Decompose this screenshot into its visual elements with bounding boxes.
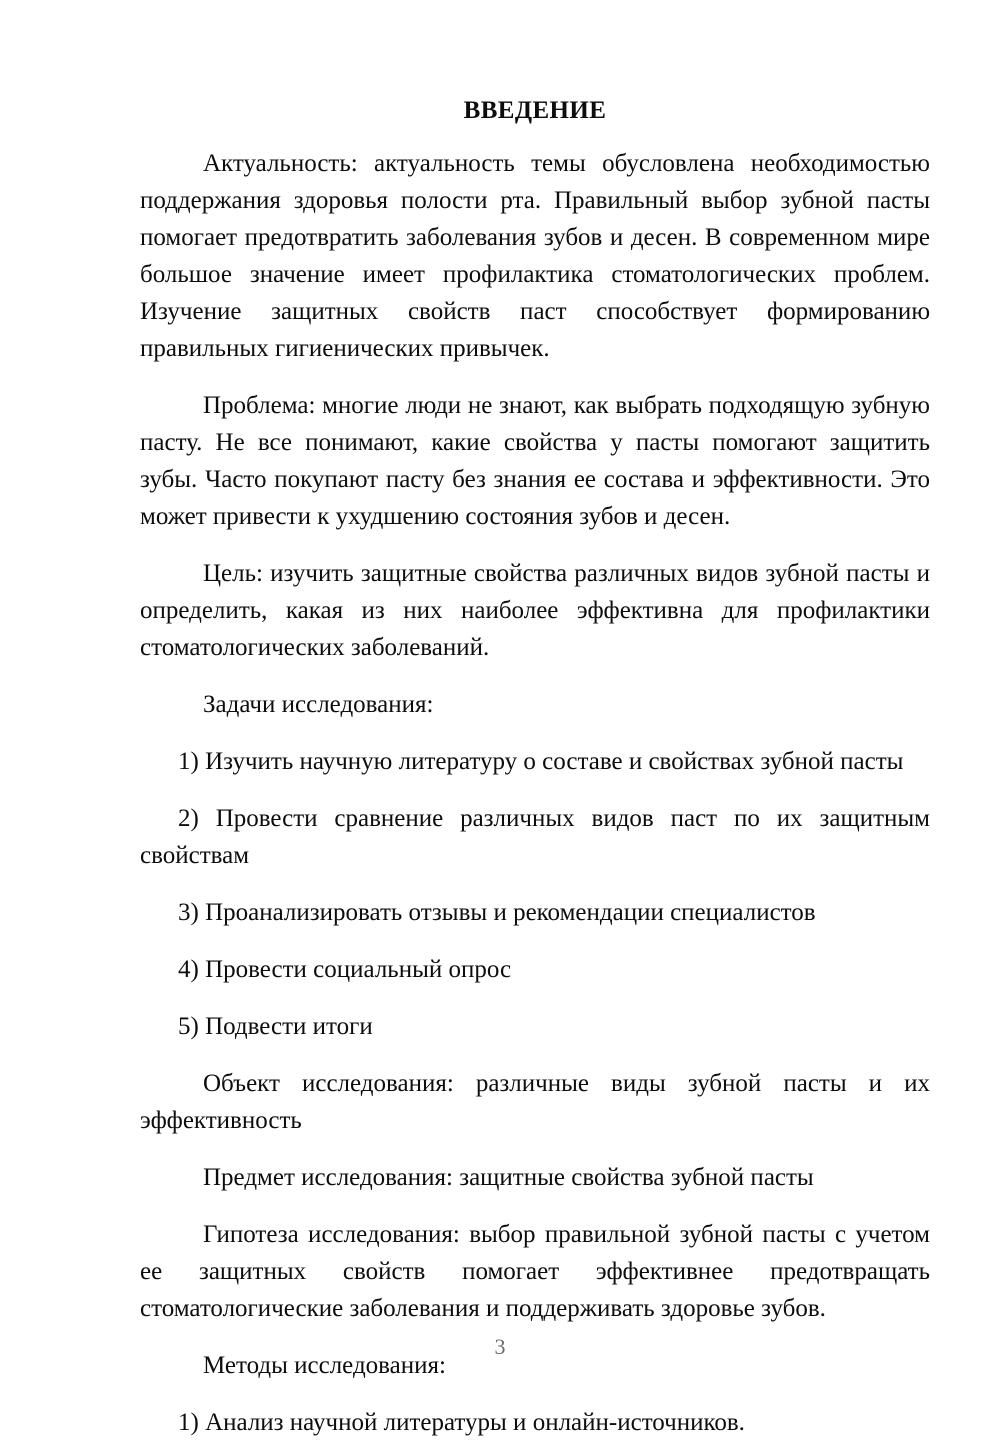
page-title: ВВЕДЕНИЕ — [463, 97, 607, 124]
heading-methods: Методы исследования: — [203, 1352, 446, 1379]
paragraph-goal: Цель: изучить защитные свойства различных видов зубной пасты и определить, какая из них наиболее эффективна для профилактики стоматологических заболеваний. — [140, 560, 930, 661]
page-number: 3 — [494, 1334, 506, 1359]
list-item: 3) Проанализировать отзывы и рекомендации специалистов — [178, 899, 816, 926]
paragraph-problem: Проблема: многие люди не знают, как выбрать подходящую зубную пасту. Не все понимают, какие свойства у пасты помогают защитить зубы. Часто покупают пасту без знания ее состава и эффективности. Это может привести к ухудшению состояния зубов и десен. — [140, 392, 930, 530]
list-item: 4) Провести социальный опрос — [178, 956, 512, 983]
list-item: 2) Провести сравнение различных видов паст по их защитным свойствам — [140, 805, 930, 869]
heading-tasks: Задачи исследования: — [203, 691, 434, 718]
paragraph-subject: Предмет исследования: защитные свойства зубной пасты — [203, 1164, 814, 1191]
list-item: 5) Подвести итоги — [178, 1013, 373, 1040]
list-item: 1) Анализ научной литературы и онлайн-источников. — [178, 1409, 745, 1436]
paragraph-hypothesis: Гипотеза исследования: выбор правильной зубной пасты с учетом ее защитных свойств помогает эффективнее предотвращать стоматологические заболевания и поддерживать здоровье зубов. — [140, 1221, 930, 1322]
paragraph-relevance: Актуальность: актуальность темы обусловлена необходимостью поддержания здоровья полости рта. Правильный выбор зубной пасты помогает предотвратить заболевания зубов и десен. В современном мире большое значение имеет профилактика стоматологических проблем. Изучение защитных свойств паст способствует формированию правильных гигиенических привычек. — [140, 150, 930, 362]
list-item: 1) Изучить научную литературу о составе и свойствах зубной пасты — [178, 748, 904, 775]
paragraph-object: Объект исследования: различные виды зубной пасты и их эффективность — [140, 1070, 930, 1134]
document-body — [140, 92, 930, 1441]
